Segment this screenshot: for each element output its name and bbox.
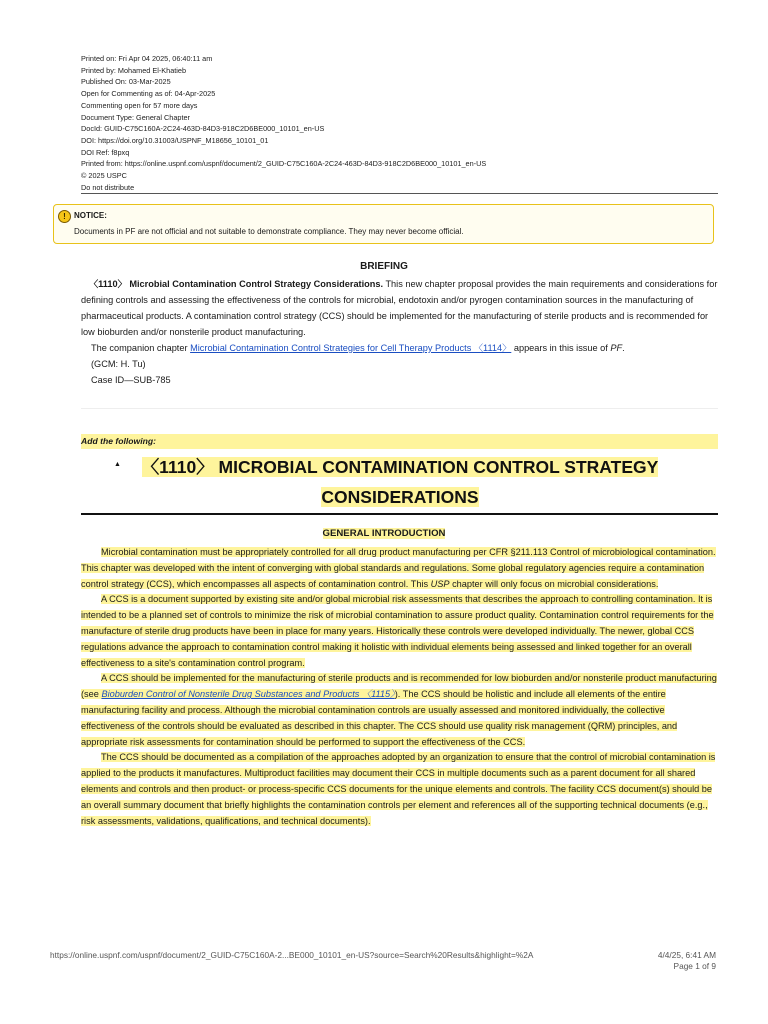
notice-title: NOTICE:: [74, 211, 107, 220]
body-paragraph-2: [81, 592, 718, 671]
chapter-title: [100, 452, 700, 512]
p3-text-a: A CCS should be implemented for the manufacturing of sterile products and is recommended for low bioburden and/or nonsterile product manufacturing (see: [81, 673, 717, 700]
companion-chapter-link[interactable]: Microbial Contamination Control Strategies for Cell Therapy Products 〈1114〉: [190, 343, 512, 353]
body-paragraph-4: [81, 750, 718, 829]
body-paragraph-3: [81, 671, 718, 750]
companion-line: [81, 340, 718, 356]
meta-do-not-distribute: Do not distribute: [81, 182, 135, 192]
exclamation-icon: !: [58, 210, 71, 223]
footer-page-info: [658, 950, 716, 972]
body-paragraph-1: [81, 545, 718, 592]
meta-open-commenting: Open for Commenting as of: 04-Apr-2025: [81, 89, 216, 99]
chapter-body: [81, 545, 718, 829]
meta-doi: DOI: https://doi.org/10.31003/USPNF_M18656_10101_01: [81, 135, 269, 145]
p2-text: A CCS is a document supported by existing site and/or global microbial risk assessments that describes the approach to controlling contamination. It is intended to be a planned set of controls to minimize the risk of microbial contamination to assure product quality. Contamination control requirements for the manufacture of sterile drug products have been in place for many years. Historically these controls were developed individually. The newer, global CCS regulations advance the approach to contamination control making it holistic with individual elements being assessed and linked together for an overall effectiveness to a site's contamination control program.: [81, 594, 714, 668]
meta-document-type: Document Type: General Chapter: [81, 112, 190, 122]
meta-docid: DocId: GUID-C75C160A-2C24-463D-84D3-918C2D6BE000_10101_en-US: [81, 124, 325, 134]
briefing-text: This new chapter proposal provides the main requirements and considerations for defining controls and assessing the effectiveness of the controls for microbial, endotoxin and/or pyrogen contamination sources in the manufacturing of pharmaceutical products. A contamination control strategy (CCS) should be implemented for the manufacturing of sterile products and is recommended for low bioburden and/or nonsterile product manufacturing.: [81, 279, 718, 337]
briefing-chapter-ref: 〈1110〉 Microbial Contamination Control Strategy Considerations.: [89, 279, 384, 289]
p3-text-b: ). The CCS should be holistic and include all elements of the entire manufacturing facility and process. Although the microbial contamination controls are usually assessed and monitored individually, the collective effectiveness of the controls should be evaluated as described in this chapter. The CCS should use quality risk management (QRM) principles, and appropriate risk assessments for contamination should be performed to support the effectiveness of the CCS.: [81, 689, 678, 747]
p1-text-b: chapter will only focus on microbial considerations.: [449, 578, 659, 589]
header-divider: [81, 193, 718, 194]
briefing-paragraph: [81, 276, 718, 340]
general-introduction-heading: [0, 528, 768, 539]
meta-copyright: © 2025 USPC: [81, 171, 127, 181]
briefing-heading: BRIEFING: [360, 261, 408, 272]
companion-pre: The companion chapter: [91, 343, 191, 353]
p1-text-a: Microbial contamination must be appropriately controlled for all drug product manufacturing per CFR §211.113 Control of microbiological contamination. This chapter was developed with the intent of converging with global standards and regulations. Some global regulatory agencies require a contamination control strategy (CCS), which encompasses all aspects of contamination control. This: [81, 547, 716, 589]
print-metadata: [81, 53, 721, 193]
title-divider: [81, 513, 718, 515]
bioburden-chapter-link[interactable]: Bioburden Control of Nonsterile Drug Substances and Products 〈1115〉: [101, 689, 395, 700]
companion-end: .: [622, 343, 625, 353]
footer-page-number: Page 1 of 9: [673, 961, 716, 971]
notice-box: [53, 204, 714, 244]
meta-printed-by: Printed by: Mohamed El-Khatieb: [81, 65, 187, 75]
footer-url: https://online.uspnf.com/uspnf/document/2_GUID-C75C160A-2...BE000_10101_en-US?source=Search%20Results&highlight=%2A: [50, 950, 534, 960]
section-heading-text: GENERAL INTRODUCTION: [322, 528, 446, 539]
case-id-line: Case ID—SUB-785: [91, 375, 171, 385]
meta-commenting-days: Commenting open for 57 more days: [81, 100, 198, 110]
gcm-line: (GCM: H. Tu): [91, 359, 146, 369]
add-following-label: Add the following:: [81, 434, 718, 449]
notice-text: Documents in PF are not official and not suitable to demonstrate compliance. They may never become official.: [74, 227, 464, 236]
meta-printed-on: Printed on: Fri Apr 04 2025, 06:40:11 am: [81, 54, 213, 63]
chapter-title-line2: CONSIDERATIONS: [321, 487, 479, 507]
p4-text: The CCS should be documented as a compilation of the approaches adopted by an organization to ensure that the control of microbial contamination is applied to the products it manufactures. Multiproduct facilities may document their CCS in multiple documents such as a parent document for all shared elements and controls and then product- or process-specific CCS documents for the unique elements and controls. The facility CCS document(s) should be an overall summary document that briefly highlights the contamination controls per element and references all of the supporting technical documents (e.g., risk assessments, validations, qualifications, and technical documents).: [81, 752, 716, 826]
briefing-section: [81, 276, 718, 388]
p1-usp: USP: [430, 578, 450, 589]
meta-published-on: Published On: 03-Mar-2025: [81, 77, 171, 87]
meta-printed-from: Printed from: https://online.uspnf.com/uspnf/document/2_GUID-C75C160A-2C24-463D-84D3-918C2D6BE000_10101_en-US: [81, 159, 487, 169]
delta-marker-icon: ▲: [114, 461, 121, 468]
footer-datetime: 4/4/25, 6:41 AM: [657, 950, 716, 960]
companion-pf: PF: [610, 343, 623, 353]
chapter-title-line1: 〈1110〉 MICROBIAL CONTAMINATION CONTROL STRATEGY: [141, 457, 659, 477]
companion-post: appears in this issue of: [511, 343, 611, 353]
meta-doi-ref: DOI Ref: f8pxq: [81, 147, 130, 157]
section-divider: [81, 408, 718, 409]
